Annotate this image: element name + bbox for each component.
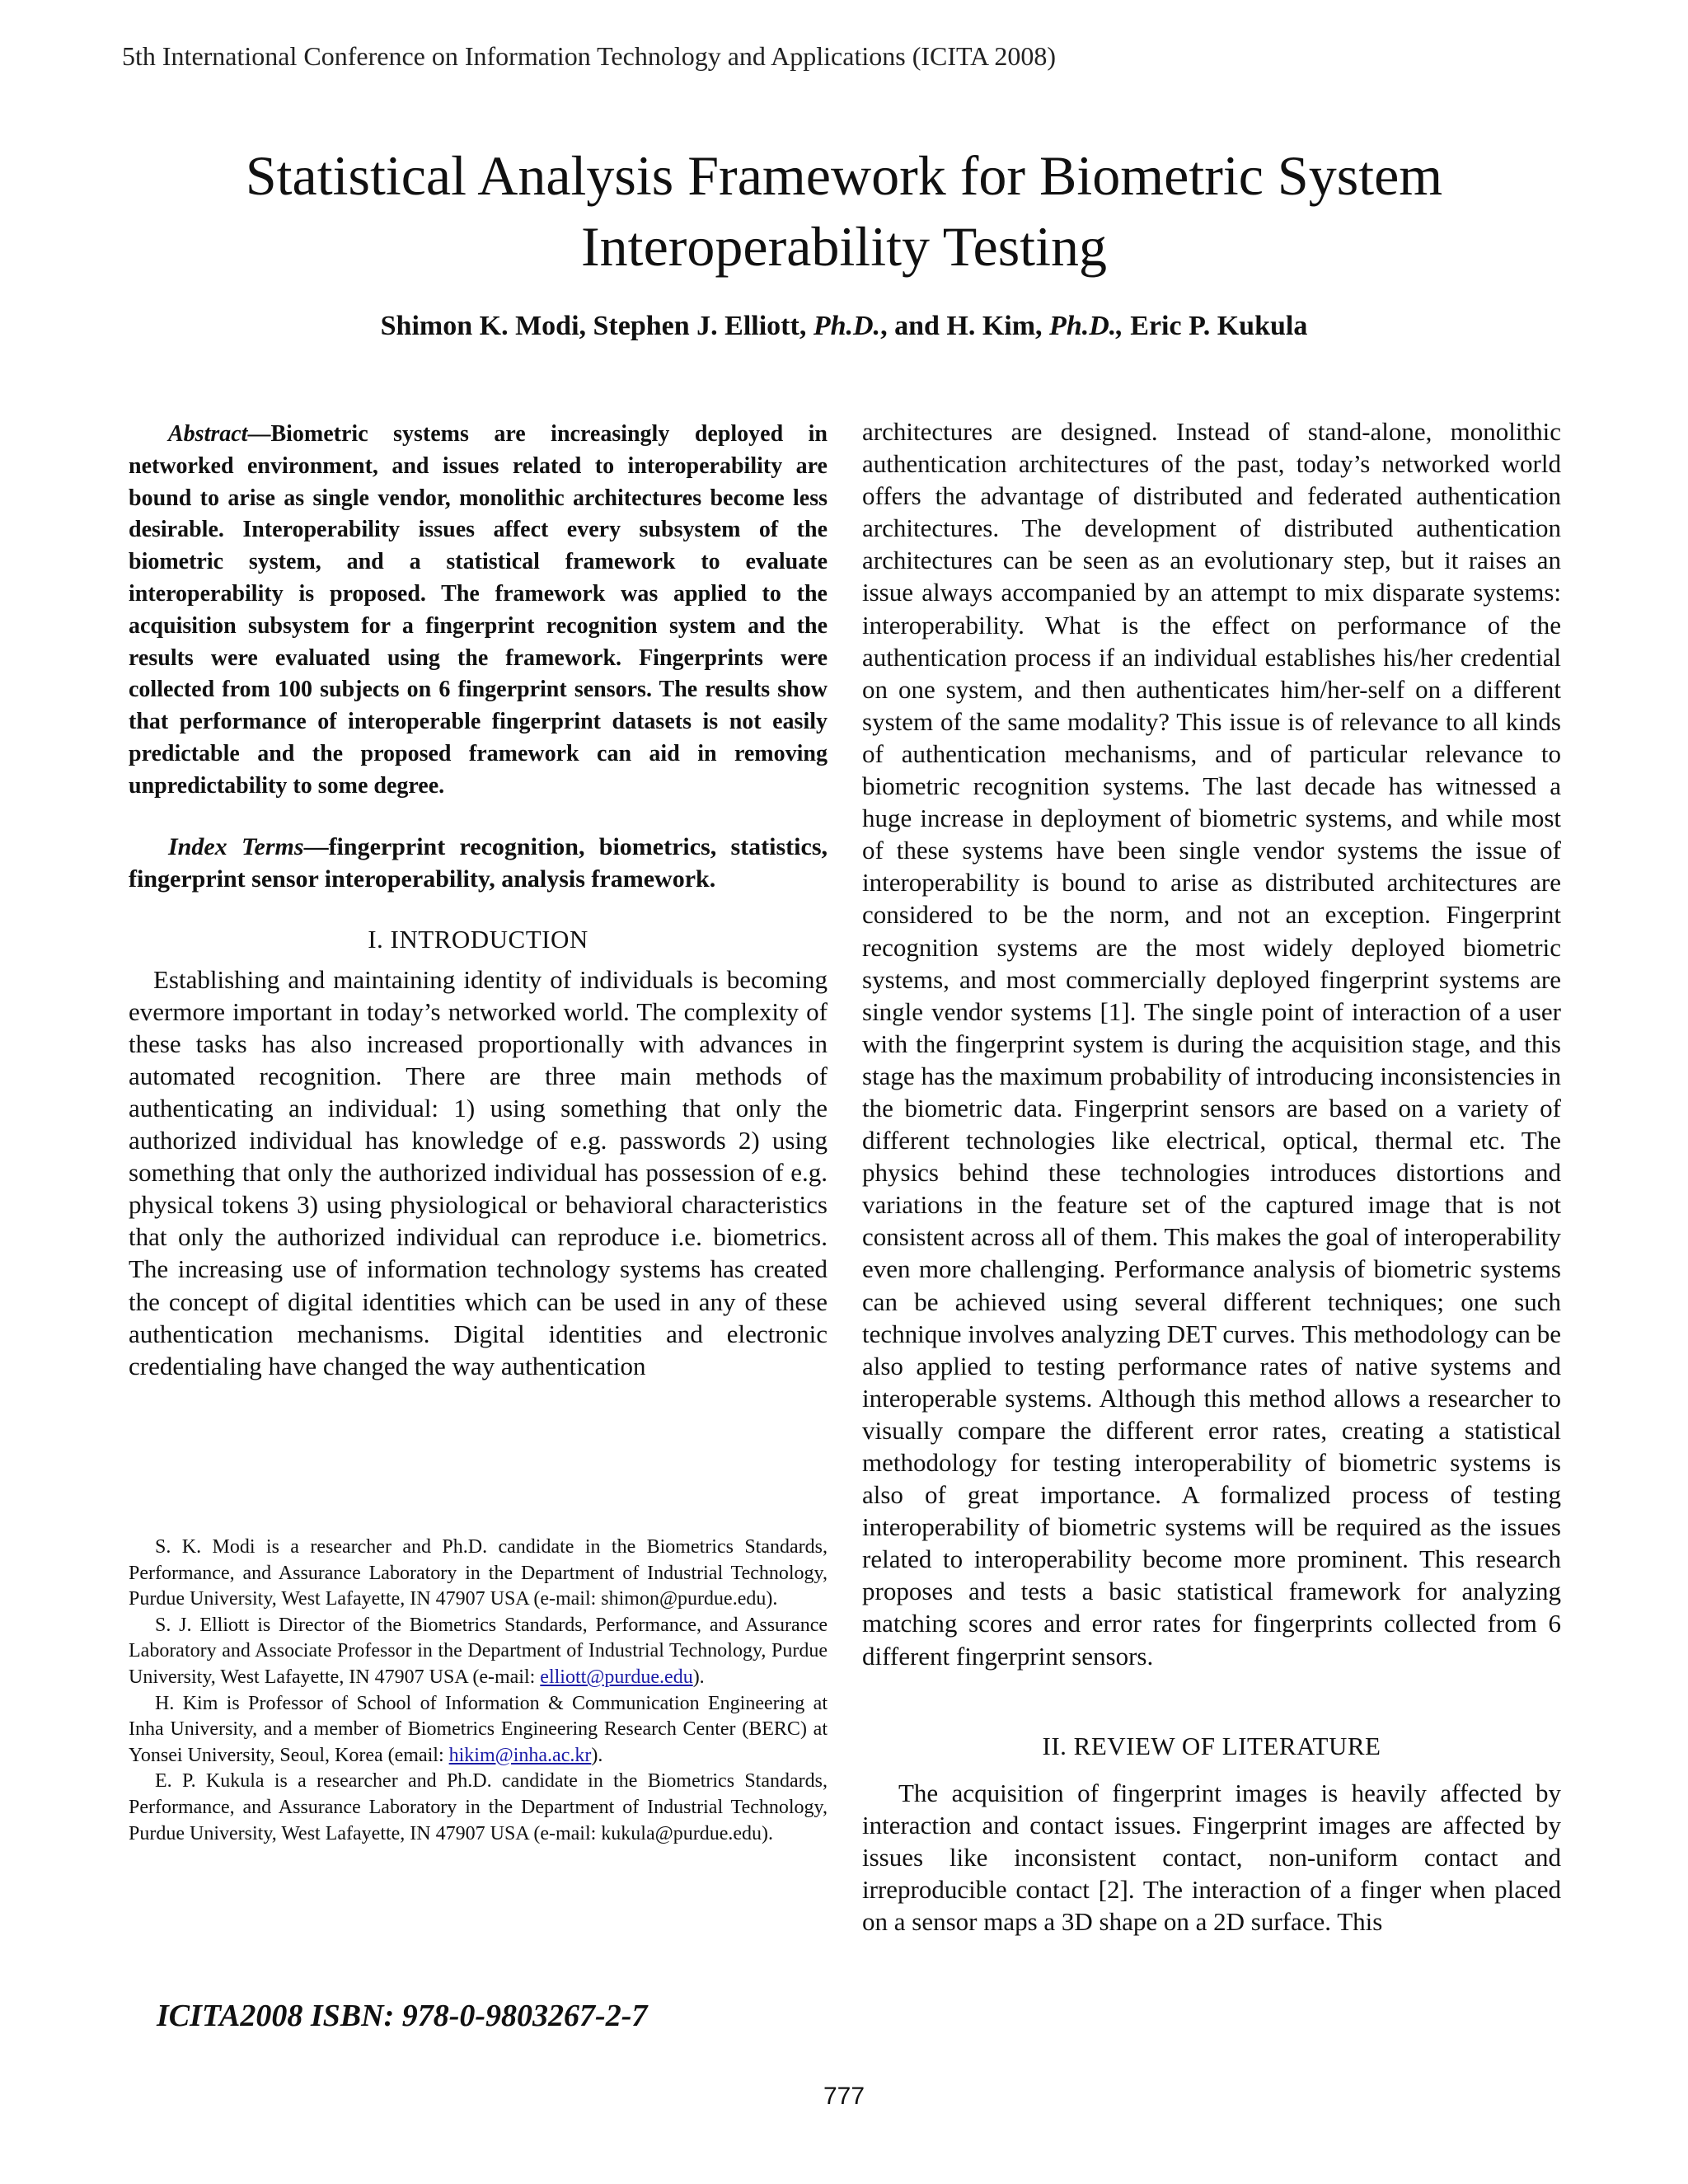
introduction-continued-paragraph: architectures are designed. Instead of stand-alone, monolithic authentication architectures of the past, today’s networked world offers the advantage of distributed and federated authentication architectures. The development of distributed authentication architectures can be seen as an evolutionary step, but it raises an issue always accompanied by an attempt to mix disparate systems: interoperability. What is the effect on performance of the authentication process if an individual establishes his/her credential on one system, and then authenticates him/her-self on a different system of the same modality? This issue is of relevance to all kinds of authentication mechanisms, and of particular relevance to biometric recognition systems. The last decade has witnessed a huge increase in deployment of biometric systems, and while most of these systems have been single vendor systems the issue of interoperability is bound to arise as distributed architectures are considered to be the norm, and not an exception. Fingerprint recognition systems are the most widely deployed biometric systems, and most commercially deployed fingerprint systems are single vendor systems [1]. The single point of interaction of a user with the fingerprint system is during the acquisition stage, and this stage has the maximum probability of introducing inconsistencies in the biometric data. Fingerprint sensors are based on a variety of different technologies like electrical, optical, thermal etc. The physics behind these technologies introduces distortions and variations in the feature set of the captured image that is not consistent across all of them. This makes the goal of interoperability even more challenging. Performance analysis of biometric systems can be achieved using several different techniques; one such technique involves analyzing DET curves. This methodology can be also applied to testing performance rates of native systems and interoperable systems. Although this method allows a researcher to visually compare the different error rates, creating a statistical methodology for testing interoperability of biometric systems is also of great importance. A formalized process of testing interoperability of biometric systems will be required as the issues related to interoperability become more prominent. This research proposes and tests a basic statistical framework for analyzing matching scores and error rates for fingerprints collected from 6 different fingerprint sensors. (862, 417, 1561, 1671)
right-column (862, 415, 1561, 1938)
author-names-2: , and H. Kim, (880, 311, 1050, 341)
section-heading-review-of-literature: II. REVIEW OF LITERATURE (1042, 1731, 1381, 1760)
kim-email-link[interactable]: hikim@inha.ac.kr (448, 1744, 592, 1766)
isbn-line: ICITA2008 ISBN: 978-0-9803267-2-7 (157, 1999, 648, 2033)
footnote-kukula: E. P. Kukula is a researcher and Ph.D. candidate in the Biometrics Standards, Performance, and Assurance Laboratory in the Department of Industrial Technology, Purdue University, West Lafayette, IN 47907 USA (e-mail: kukula@purdue.edu). (129, 1770, 828, 1844)
abstract-lead: Abstract (168, 421, 248, 447)
section-heading-introduction: I. INTRODUCTION (368, 924, 588, 954)
paper-title-line-2: Interoperability Testing (581, 215, 1107, 278)
index-terms-lead: Index Terms (168, 832, 304, 860)
running-header: 5th International Conference on Information Technology and Applications (ICITA 2008) (122, 41, 1056, 71)
author-names-1: Shimon K. Modi, Stephen J. Elliott, (380, 311, 814, 341)
elliott-email-link[interactable]: elliott@purdue.edu (540, 1666, 693, 1688)
page-number: 777 (823, 2083, 865, 2110)
footnote-elliott-text: S. J. Elliott is Director of the Biometrics Standards, Performance, and Assurance Laboratory and Associate Professor in the Department of Industrial Technology, Purdue University, West Lafayette, IN 47907 USA (e-mail: (129, 1614, 828, 1688)
review-of-literature-paragraph: The acquisition of fingerprint images is heavily affected by interaction and contact issues. Fingerprint images are affected by issues like inconsistent contact, non-uniform contact and irreproducible contact [2]. The interaction of a finger when placed on a sensor maps a 3D shape on a 2D surface. This (862, 1778, 1561, 1937)
footnote-elliott (129, 1613, 828, 1691)
footnote-kim (129, 1691, 828, 1769)
footnote-elliott-end: ). (692, 1666, 705, 1688)
left-column (129, 419, 828, 1382)
index-terms-text: —fingerprint recognition, biometrics, statistics, fingerprint sensor interoperability, analysis framework. (129, 832, 828, 893)
paper-title-line-1: Statistical Analysis Framework for Biometric System (245, 144, 1443, 207)
author-list (82, 311, 1606, 342)
author-footnotes (129, 1535, 828, 1847)
introduction-paragraph: Establishing and maintaining identity of individuals is becoming evermore important in today’s networked world. The complexity of these tasks has also increased proportionally with advances in automated recognition. There are three main methods of authenticating an individual: 1) using something that only the authorized individual has knowledge of e.g. passwords 2) using something that only the authorized individual has possession of e.g. physical tokens 3) using physiological or behavioral characteristics that only the authorized individual can reproduce i.e. biometrics. The increasing use of information technology systems has created the concept of digital identities which can be used in any of these authentication mechanisms. Digital identities and electronic credentialing have changed the way authentication (129, 964, 828, 1380)
footnote-modi: S. K. Modi is a researcher and Ph.D. candidate in the Biometrics Standards, Performance, and Assurance Laboratory in the Department of Industrial Technology, Purdue University, West Lafayette, IN 47907 USA (e-mail: shimon@purdue.edu). (129, 1536, 828, 1610)
index-terms (129, 831, 828, 895)
footnote-kim-text: H. Kim is Professor of School of Information & Communication Engineering at Inha University, and a member of Biometrics Engineering Research Center (BERC) at Yonsei University, Seoul, Korea (email: (129, 1692, 828, 1766)
author-degree-2: Ph.D., (1049, 311, 1123, 341)
paper-title (82, 140, 1606, 282)
abstract-text: —Biometric systems are increasingly deployed in networked environment, and issues related to interoperability are bound to arise as single vendor, monolithic architectures become less desirable. Interoperability issues affect every subsystem of the biometric system, and a statistical framework to evaluate interoperability is proposed. The framework was applied to the acquisition subsystem for a fingerprint recognition system and the results were evaluated using the framework. Fingerprints were collected from 100 subjects on 6 fingerprint sensors. The results show that performance of interoperable fingerprint datasets is not easily predictable and the proposed framework can aid in removing unpredictability to some degree. (129, 421, 828, 799)
abstract (129, 419, 828, 803)
author-names-3: Eric P. Kukula (1123, 311, 1308, 341)
footnote-kim-end: ). (591, 1744, 603, 1766)
author-degree-1: Ph.D. (813, 311, 881, 341)
